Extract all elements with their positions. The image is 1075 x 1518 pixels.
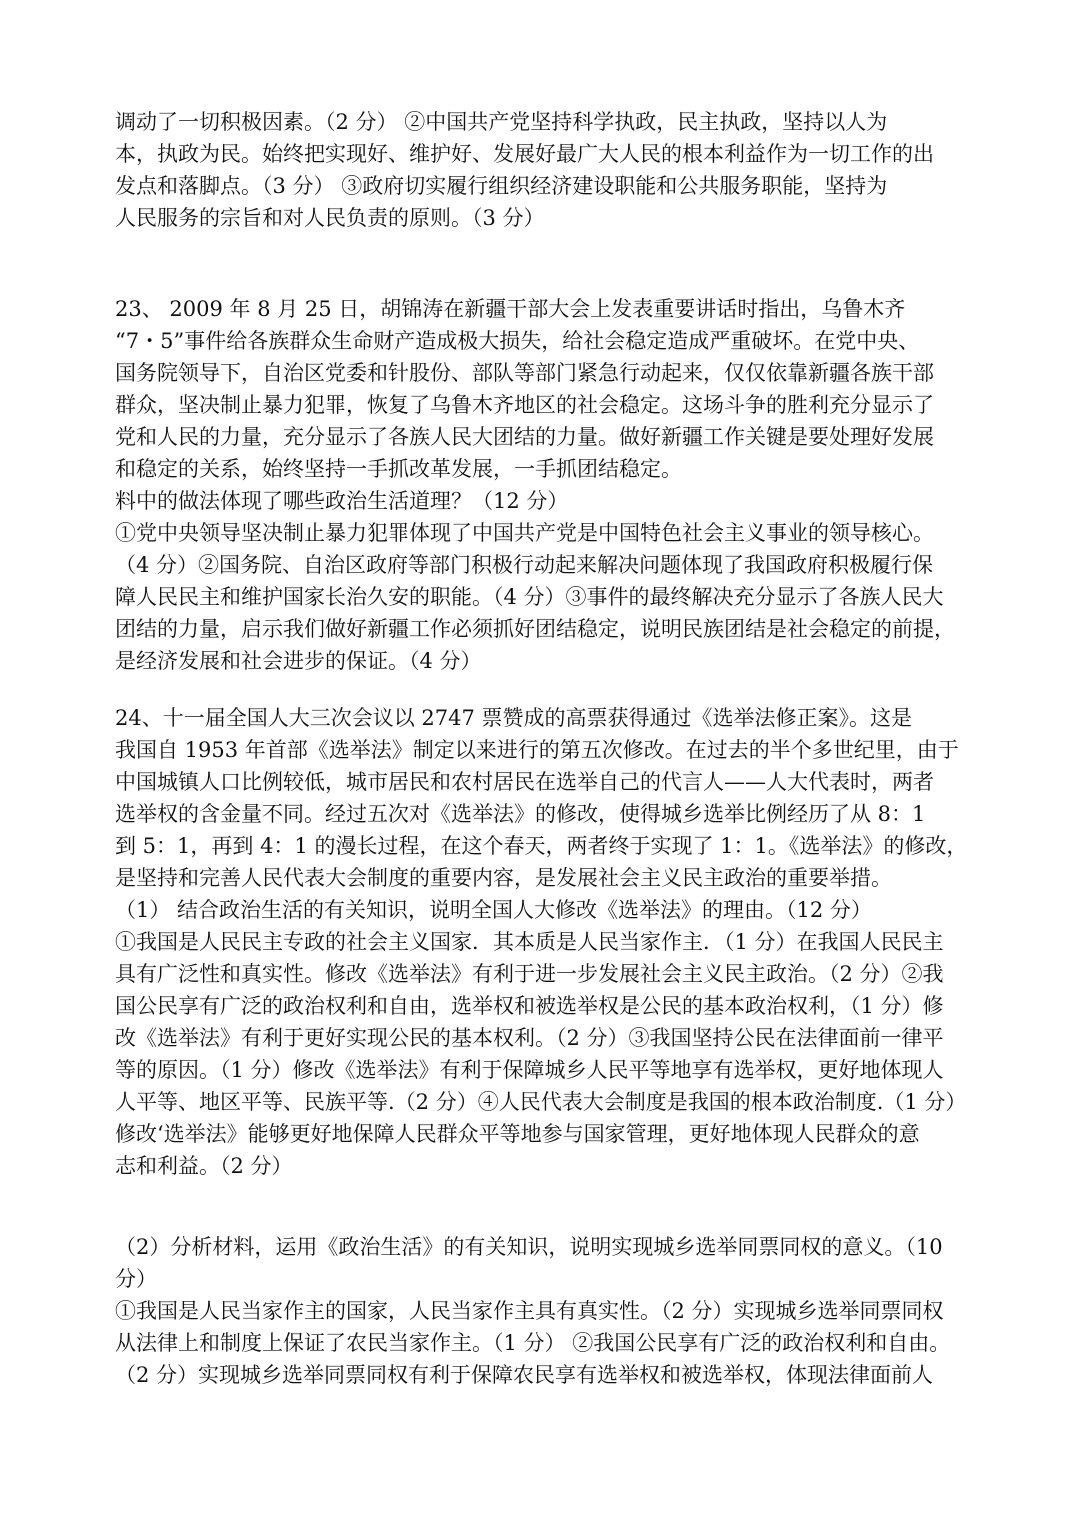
text-line: 到 5：1，再到 4：1 的漫长过程，在这个春天，两者终于实现了 1：1。《选举法》的修改， [115, 834, 968, 858]
text-line: 23、 2009 年 8 月 25 日，胡锦涛在新疆干部大会上发表重要讲话时指出，乌鲁木齐 [115, 297, 906, 321]
text-line: 具有广泛性和真实性。修改《选举法》有利于进一步发展社会主义民主政治。（2 分）②我 [115, 962, 944, 986]
text-line: 群众，坚决制止暴力犯罪，恢复了乌鲁木齐地区的社会稳定。这场斗争的胜利充分显示了 [115, 393, 934, 417]
text-line: 党和人民的力量，充分显示了各族人民大团结的力量。做好新疆工作关键是要处理好发展 [115, 425, 934, 449]
text-line: ①我国是人民民主专政的社会主义国家．其本质是人民当家作主．（1 分）在我国人民民主 [115, 930, 944, 954]
text-line: 是坚持和完善人民代表大会制度的重要内容，是发展社会主义民主政治的重要举措。 [115, 866, 892, 890]
text-line: （2 分）实现城乡选举同票同权有利于保障农民享有选举权和被选举权，体现法律面前人 [115, 1363, 934, 1387]
text-line: 我国自 1953 年首部《选举法》制定以来进行的第五次修改。在过去的半个多世纪里，由于 [115, 738, 959, 762]
text-line: 和稳定的关系，始终坚持一手抓改革发展，一手抓团结稳定。 [115, 457, 682, 481]
text-line: 调动了一切积极因素。（2 分） ②中国共产党坚持科学执政，民主执政，坚持以人为 [115, 110, 888, 134]
text-line: ①党中央领导坚决制止暴力犯罪体现了中国共产党是中国特色社会主义事业的领导核心。 [115, 521, 934, 545]
text-line: （2）分析材料，运用《政治生活》的有关知识，说明实现城乡选举同票同权的意义。（10 [115, 1235, 943, 1259]
text-line: 本，执政为民。始终把实现好、维护好、发展好最广大人民的根本利益作为一切工作的出 [115, 142, 934, 166]
text-line: 人民服务的宗旨和对人民负责的原则。（3 分） [115, 206, 545, 230]
text-line: 国务院领导下，自治区党委和针股份、部队等部门紧急行动起来，仅仅依靠新疆各族干部 [115, 361, 934, 385]
text-line: 是经济发展和社会进步的保证。（4 分） [115, 649, 482, 673]
text-line: 修改‘选举法》能够更好地保障人民群众平等地参与国家管理，更好地体现人民群众的意 [115, 1122, 920, 1146]
text-line: 人平等、地区平等、民族平等.（2 分）④人民代表大会制度是我国的根本政治制度.（1 分） [115, 1090, 967, 1114]
text-line: 选举权的含金量不同。经过五次对《选举法》的修改，使得城乡选举比例经历了从 8：1 [115, 802, 926, 826]
text-line: 发点和落脚点。（3 分） ③政府切实履行组织经济建设职能和公共服务职能，坚持为 [115, 174, 888, 198]
text-line: 等的原因。（1 分）修改《选举法》有利于保障城乡人民平等地享有选举权，更好地体现人 [115, 1058, 944, 1082]
text-line: 中国城镇人口比例较低，城市居民和农村居民在选举自己的代言人——人大代表时，两者 [115, 770, 934, 794]
text-line: “7・5”事件给各族群众生命财产造成极大损失，给社会稳定造成严重破坏。在党中央、 [115, 329, 920, 353]
text-line: 料中的做法体现了哪些政治生活道理？（12 分） [115, 489, 569, 513]
text-line: 障人民民主和维护国家长治久安的职能。（4 分）③事件的最终解决充分显示了各族人民大 [115, 585, 944, 609]
text-line: 团结的力量，启示我们做好新疆工作必须抓好团结稳定，说明民族团结是社会稳定的前提， [115, 617, 955, 641]
text-line: 24、十一届全国人大三次会议以 2747 票赞成的高票获得通过《选举法修正案》。这是 [115, 706, 913, 730]
text-line: 分） [115, 1267, 157, 1291]
text-line: 志和利益。（2 分） [115, 1154, 293, 1178]
text-line: 国公民享有广泛的政治权利和自由，选举权和被选举权是公民的基本政治权利，（1 分）修 [115, 994, 944, 1018]
text-line: （1） 结合政治生活的有关知识，说明全国人大修改《选举法》的理由。（12 分） [115, 898, 872, 922]
text-line: （4 分）②国务院、自治区政府等部门积极行动起来解决问题体现了我国政府积极履行保 [115, 553, 934, 577]
text-line: 从法律上和制度上保证了农民当家作主。（1 分） ②我国公民享有广泛的政治权利和自由。 [115, 1331, 951, 1355]
text-line: ①我国是人民当家作主的国家，人民当家作主具有真实性。（2 分）实现城乡选举同票同权 [115, 1299, 944, 1323]
text-line: 改《选举法》有利于更好实现公民的基本权利。（2 分）③我国坚持公民在法律面前一律平 [115, 1026, 944, 1050]
